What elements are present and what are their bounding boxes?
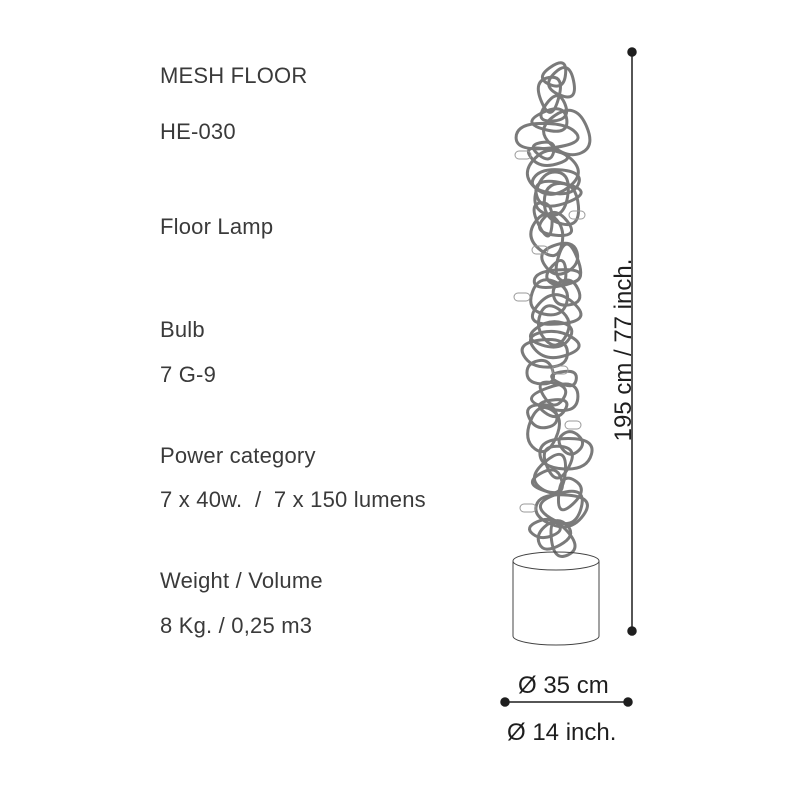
diameter-inch-label: Ø 14 inch. <box>507 719 617 746</box>
diameter-cm-label: Ø 35 cm <box>518 672 609 699</box>
product-code: HE-030 <box>160 119 236 144</box>
power-value: 7 x 40w. / 7 x 150 lumens <box>160 487 426 512</box>
bulb <box>514 293 530 301</box>
product-type: Floor Lamp <box>160 214 274 239</box>
weight-value: 8 Kg. / 0,25 m3 <box>160 613 313 638</box>
weight-label: Weight / Volume <box>160 568 323 593</box>
wire-loop <box>516 123 578 148</box>
bulb-value: 7 G-9 <box>160 362 217 387</box>
bulb <box>520 504 536 512</box>
lamp-base <box>513 552 599 645</box>
power-label: Power category <box>160 443 316 468</box>
bulb-label: Bulb <box>160 317 205 342</box>
lamp-wire-mesh <box>516 63 592 557</box>
product-name: MESH FLOOR <box>160 63 308 88</box>
bulb <box>565 421 581 429</box>
height-dimension-label: 195 cm / 77 inch. <box>610 258 637 442</box>
diameter-dimension-line <box>501 698 632 706</box>
wire-loop <box>551 523 575 557</box>
wire-loop <box>527 360 554 384</box>
